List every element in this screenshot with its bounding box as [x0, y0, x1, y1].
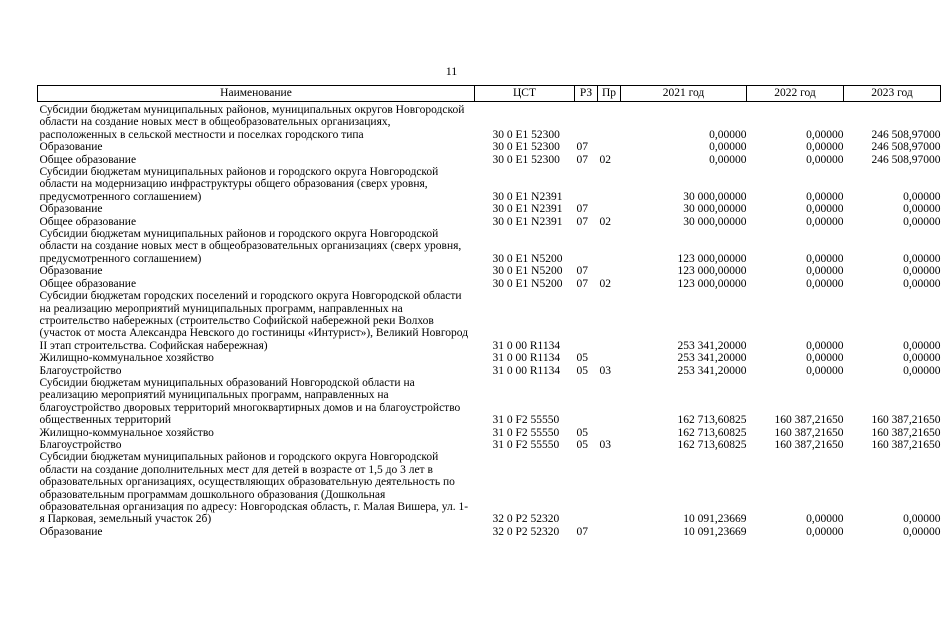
cell-name: Субсидии бюджетам муниципальных районов, муниципальных округов Новгородской области на создание новых мест в общеобразовательных организациях, расположенных в сельской местности и поселках городского типа [39, 104, 465, 141]
cell-name: Общее образование [39, 153, 137, 166]
table-row [38, 377, 941, 427]
cell-2023: 0,00000 [903, 277, 941, 290]
cell-pr: 02 [599, 277, 611, 290]
cell-2021: 0,00000 [709, 153, 747, 166]
cell-2021: 30 000,00000 [683, 203, 747, 216]
header-2023: 2023 год [844, 86, 941, 102]
table-row [38, 290, 941, 352]
cell-name: Образование [39, 141, 103, 154]
cell-rz [575, 166, 598, 203]
cell-name: Субсидии бюджетам городских поселений и городского округа Новгородской области на реализацию мероприятий муниципальных программ, направленных на строительство набережных (строительство Софийской набережной реки Волхов (участок от моста Александра Невского до гостиницы «Интурист»), Великий Новгород II этап строительства. Софийская набережная) [39, 290, 469, 352]
cell-rz: 07 [576, 265, 588, 278]
cell-2022: 0,00000 [806, 265, 844, 278]
cell-2021: 123 000,00000 [677, 252, 747, 265]
cell-2023: 0,00000 [903, 203, 941, 216]
table-row [38, 154, 941, 166]
cell-rz: 05 [576, 352, 588, 365]
cell-cst: 31 0 F2 55550 [492, 426, 560, 439]
cell-2022: 0,00000 [806, 364, 844, 377]
cell-2021: 30 000,00000 [683, 215, 747, 228]
cell-name: Общее образование [39, 215, 137, 228]
header-cst: ЦСТ [475, 86, 575, 102]
cell-2023: 160 387,21650 [871, 438, 941, 451]
cell-name: Жилищно-коммунальное хозяйство [39, 426, 214, 439]
table-row [38, 427, 941, 439]
cell-2023: 0,00000 [903, 352, 941, 365]
cell-2023: 0,00000 [903, 265, 941, 278]
cell-cst: 30 0 E1 52300 [492, 128, 560, 141]
cell-2022: 0,00000 [806, 513, 844, 526]
cell-rz: 05 [576, 438, 588, 451]
cell-cst: 32 0 P2 52320 [492, 525, 560, 538]
cell-2022: 0,00000 [806, 153, 844, 166]
cell-2021: 123 000,00000 [677, 265, 747, 278]
table-row [38, 216, 941, 228]
cell-2023: 160 387,21650 [871, 414, 941, 427]
cell-pr: 02 [599, 215, 611, 228]
cell-rz: 07 [576, 141, 588, 154]
cell-2021: 162 713,60825 [677, 426, 747, 439]
cell-cst: 31 0 F2 55550 [492, 438, 560, 451]
cell-rz: 05 [576, 426, 588, 439]
cell-pr [598, 265, 621, 277]
cell-name: Общее образование [39, 277, 137, 290]
table-row [38, 365, 941, 377]
table-header [38, 86, 941, 102]
budget-table [37, 85, 941, 538]
cell-rz: 05 [576, 364, 588, 377]
table-row [38, 228, 941, 265]
cell-2022: 0,00000 [806, 525, 844, 538]
cell-cst: 30 0 E1 N2391 [492, 215, 563, 228]
cell-pr: 03 [599, 364, 611, 377]
cell-pr [598, 102, 621, 142]
header-2022: 2022 год [747, 86, 844, 102]
cell-rz [575, 451, 598, 525]
cell-rz [575, 228, 598, 265]
cell-2023: 0,00000 [903, 252, 941, 265]
cell-2021: 162 713,60825 [677, 414, 747, 427]
cell-cst: 31 0 00 R1134 [492, 352, 561, 365]
cell-2023: 246 508,97000 [871, 128, 941, 141]
cell-name: Благоустройство [39, 364, 122, 377]
cell-2021: 253 341,20000 [677, 352, 747, 365]
cell-rz [575, 377, 598, 427]
cell-name: Субсидии бюджетам муниципальных районов и городского округа Новгородской области на создание новых мест в общеобразовательных организациях (сверх уровня, предусмотренного соглашением) [39, 228, 462, 265]
cell-2022: 0,00000 [806, 190, 844, 203]
cell-rz [575, 102, 598, 142]
table-row [38, 265, 941, 277]
table-row [38, 141, 941, 153]
cell-pr [598, 451, 621, 525]
cell-name: Благоустройство [39, 438, 122, 451]
cell-2022: 0,00000 [806, 128, 844, 141]
cell-2022: 0,00000 [806, 141, 844, 154]
table-row [38, 439, 941, 451]
cell-cst: 30 0 E1 N5200 [492, 265, 563, 278]
cell-name: Образование [39, 265, 103, 278]
table-row [38, 166, 941, 203]
cell-2022: 0,00000 [806, 252, 844, 265]
cell-cst: 30 0 E1 52300 [492, 141, 560, 154]
table-row [38, 451, 941, 525]
cell-2021: 0,00000 [709, 141, 747, 154]
cell-name: Жилищно-коммунальное хозяйство [39, 352, 214, 365]
header-rz: РЗ [575, 86, 598, 102]
cell-2021: 10 091,23669 [683, 525, 747, 538]
cell-name: Образование [39, 525, 103, 538]
table-row [38, 203, 941, 215]
header-2021: 2021 год [621, 86, 747, 102]
cell-pr [598, 141, 621, 153]
page-number: 11 [445, 64, 458, 78]
cell-pr [598, 377, 621, 427]
cell-2022: 160 387,21650 [774, 438, 844, 451]
cell-2023: 160 387,21650 [871, 426, 941, 439]
cell-2021: 0,00000 [709, 128, 747, 141]
cell-rz: 07 [576, 277, 588, 290]
cell-2023: 0,00000 [903, 190, 941, 203]
cell-pr [598, 228, 621, 265]
table-row [38, 352, 941, 364]
cell-rz: 07 [576, 525, 588, 538]
cell-name: Образование [39, 203, 103, 216]
cell-cst: 30 0 E1 N2391 [492, 203, 563, 216]
cell-2023: 246 508,97000 [871, 153, 941, 166]
table-row [38, 102, 941, 142]
cell-2022: 0,00000 [806, 277, 844, 290]
cell-2021: 253 341,20000 [677, 364, 747, 377]
cell-2022: 0,00000 [806, 339, 844, 352]
cell-2021: 123 000,00000 [677, 277, 747, 290]
table-body [38, 102, 941, 539]
cell-cst: 30 0 E1 N5200 [492, 252, 563, 265]
cell-2022: 160 387,21650 [774, 426, 844, 439]
cell-2021: 253 341,20000 [677, 339, 747, 352]
cell-2022: 0,00000 [806, 215, 844, 228]
cell-rz [575, 290, 598, 352]
cell-cst: 31 0 F2 55550 [492, 414, 560, 427]
cell-name: Субсидии бюджетам муниципальных образований Новгородской области на реализацию мероприятий муниципальных программ, направленных на благоустройство дворовых территорий многоквартирных домов и на благоустройство общественных территорий [39, 376, 461, 427]
cell-2023: 0,00000 [903, 364, 941, 377]
cell-pr [598, 352, 621, 364]
cell-name: Субсидии бюджетам муниципальных районов и городского округа Новгородской области на создание дополнительных мест для детей в возрасте от 1,5 до 3 лет в образовательных организациях, осуществляющих образовательную деятельность по образовательным программам дошкольного образования (Дошкольная образовательная организация по адресу: Новгородская область, г. Малая Вишера, ул. 1-я Парковая, земельный участок 2б) [39, 451, 469, 526]
cell-2023: 0,00000 [903, 525, 941, 538]
cell-2022: 160 387,21650 [774, 414, 844, 427]
cell-2021: 162 713,60825 [677, 438, 747, 451]
cell-2023: 0,00000 [903, 215, 941, 228]
cell-2021: 10 091,23669 [683, 513, 747, 526]
cell-2023: 0,00000 [903, 339, 941, 352]
table-row [38, 278, 941, 290]
cell-cst: 31 0 00 R1134 [492, 364, 561, 377]
cell-pr [598, 166, 621, 203]
cell-pr [598, 203, 621, 215]
cell-cst: 32 0 P2 52320 [492, 513, 560, 526]
cell-rz: 07 [576, 153, 588, 166]
cell-2022: 0,00000 [806, 203, 844, 216]
cell-name: Субсидии бюджетам муниципальных районов и городского округа Новгородской области на модернизацию инфраструктуры общего образования (сверх уровня, предусмотренного соглашением) [39, 166, 439, 203]
cell-pr: 02 [599, 153, 611, 166]
cell-2023: 0,00000 [903, 513, 941, 526]
cell-2022: 0,00000 [806, 352, 844, 365]
cell-cst: 30 0 E1 N5200 [492, 277, 563, 290]
cell-rz: 07 [576, 203, 588, 216]
cell-pr [598, 526, 621, 538]
cell-cst: 30 0 E1 N2391 [492, 190, 563, 203]
header-name: Наименование [38, 86, 475, 102]
header-pr: Пр [598, 86, 621, 102]
cell-pr: 03 [599, 438, 611, 451]
cell-pr [598, 427, 621, 439]
table-row [38, 526, 941, 538]
cell-2023: 246 508,97000 [871, 141, 941, 154]
cell-2021: 30 000,00000 [683, 190, 747, 203]
cell-rz: 07 [576, 215, 588, 228]
cell-cst: 31 0 00 R1134 [492, 339, 561, 352]
cell-cst: 30 0 E1 52300 [492, 153, 560, 166]
cell-pr [598, 290, 621, 352]
